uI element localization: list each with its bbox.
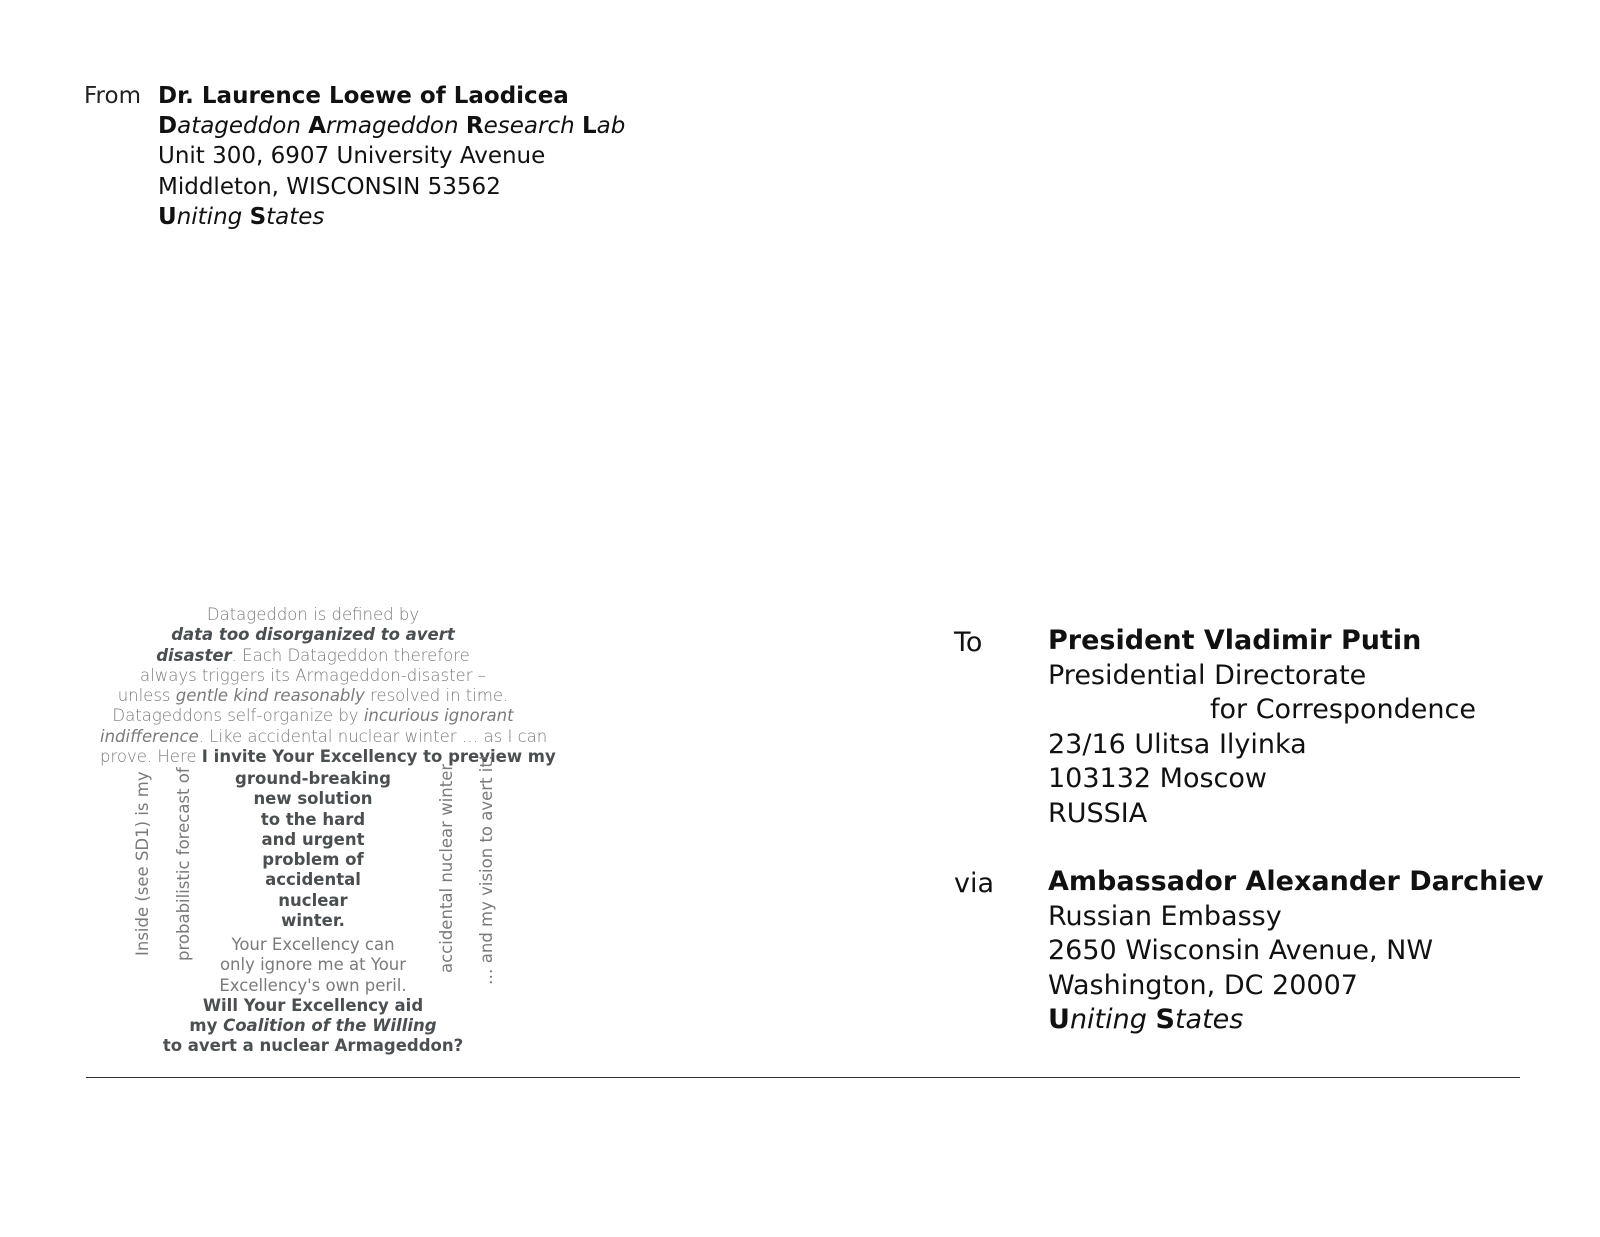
message-line: ground-breaking — [235, 769, 391, 788]
message-line: Will Your Excellency aid — [202, 995, 424, 1015]
vertical-text: Inside (see SD1) is my — [133, 771, 152, 956]
vertical-text: accidental nuclear winter — [437, 763, 456, 973]
message-line: Your Excellency can — [231, 935, 395, 954]
message-line: accidental — [265, 870, 361, 890]
message-line: Datageddon is defined by — [206, 605, 420, 624]
recipient-city: 103132 Moscow — [1048, 763, 1267, 794]
message-line: prove. Here I invite Your Excellency to preview my — [100, 747, 556, 767]
recipient-line: for Correspondence — [1210, 694, 1476, 725]
via-line: Russian Embassy — [1048, 900, 1282, 932]
message-line: always triggers its Armageddon-disaster – — [140, 665, 486, 685]
message-middle — [100, 769, 526, 931]
to-label: To — [954, 627, 983, 658]
recipient-line: Presidential Directorate — [1048, 659, 1367, 691]
sender-city: Middleton, WISCONSIN 53562 — [158, 173, 501, 200]
message-line: winter. — [281, 911, 345, 931]
sender-organization: Datageddon Armageddon Research Lab — [158, 113, 626, 140]
message-line: data too disorganized to avert — [171, 625, 455, 645]
recipient-country: RUSSIA — [1048, 797, 1148, 829]
vertical-text: … and my vision to avert it! — [477, 754, 496, 985]
vertical-text: probabilistic forecast of — [174, 767, 193, 961]
via-address — [1048, 865, 1544, 1038]
message-line: problem of — [262, 850, 364, 870]
from-label: From — [84, 83, 141, 109]
sender-address — [158, 81, 625, 232]
recipient-name: President Vladimir Putin — [1048, 625, 1422, 656]
message-line: disaster. Each Datageddon therefore — [156, 645, 470, 665]
via-name: Ambassador Alexander Darchiev — [1048, 866, 1544, 897]
message-line: nuclear — [278, 890, 348, 910]
message-bottom — [100, 935, 526, 1057]
message-line: unless gentle kind reasonably resolved in time. — [117, 686, 509, 706]
divider-line — [86, 1077, 1520, 1078]
message-line: Excellency's own peril. — [219, 975, 407, 995]
message-line: indifference. Like accidental nuclear winter … as I can — [100, 726, 548, 746]
sender-country: Uniting States — [158, 203, 325, 230]
sender-street: Unit 300, 6907 University Avenue — [158, 143, 546, 170]
via-street: 2650 Wisconsin Avenue, NW — [1048, 935, 1434, 966]
message-line: new solution — [253, 789, 373, 809]
message-top — [100, 605, 556, 767]
message-line: to the hard — [260, 809, 366, 829]
message-line: Datageddons self-organize by incurious ignorant — [112, 706, 514, 726]
message-line: only ignore me at Your — [219, 955, 407, 975]
via-country: Uniting States — [1048, 1004, 1244, 1035]
via-label: via — [954, 868, 995, 899]
recipient-address — [1048, 624, 1476, 831]
message-line: my Coalition of the Willing — [189, 1016, 437, 1036]
message-line: to avert a nuclear Armageddon? — [162, 1036, 464, 1056]
via-city: Washington, DC 20007 — [1048, 969, 1358, 1001]
sender-name: Dr. Laurence Loewe of Laodicea — [158, 83, 569, 109]
message-line: and urgent — [261, 829, 365, 849]
recipient-street: 23/16 Ulitsa Ilyinka — [1048, 728, 1307, 760]
